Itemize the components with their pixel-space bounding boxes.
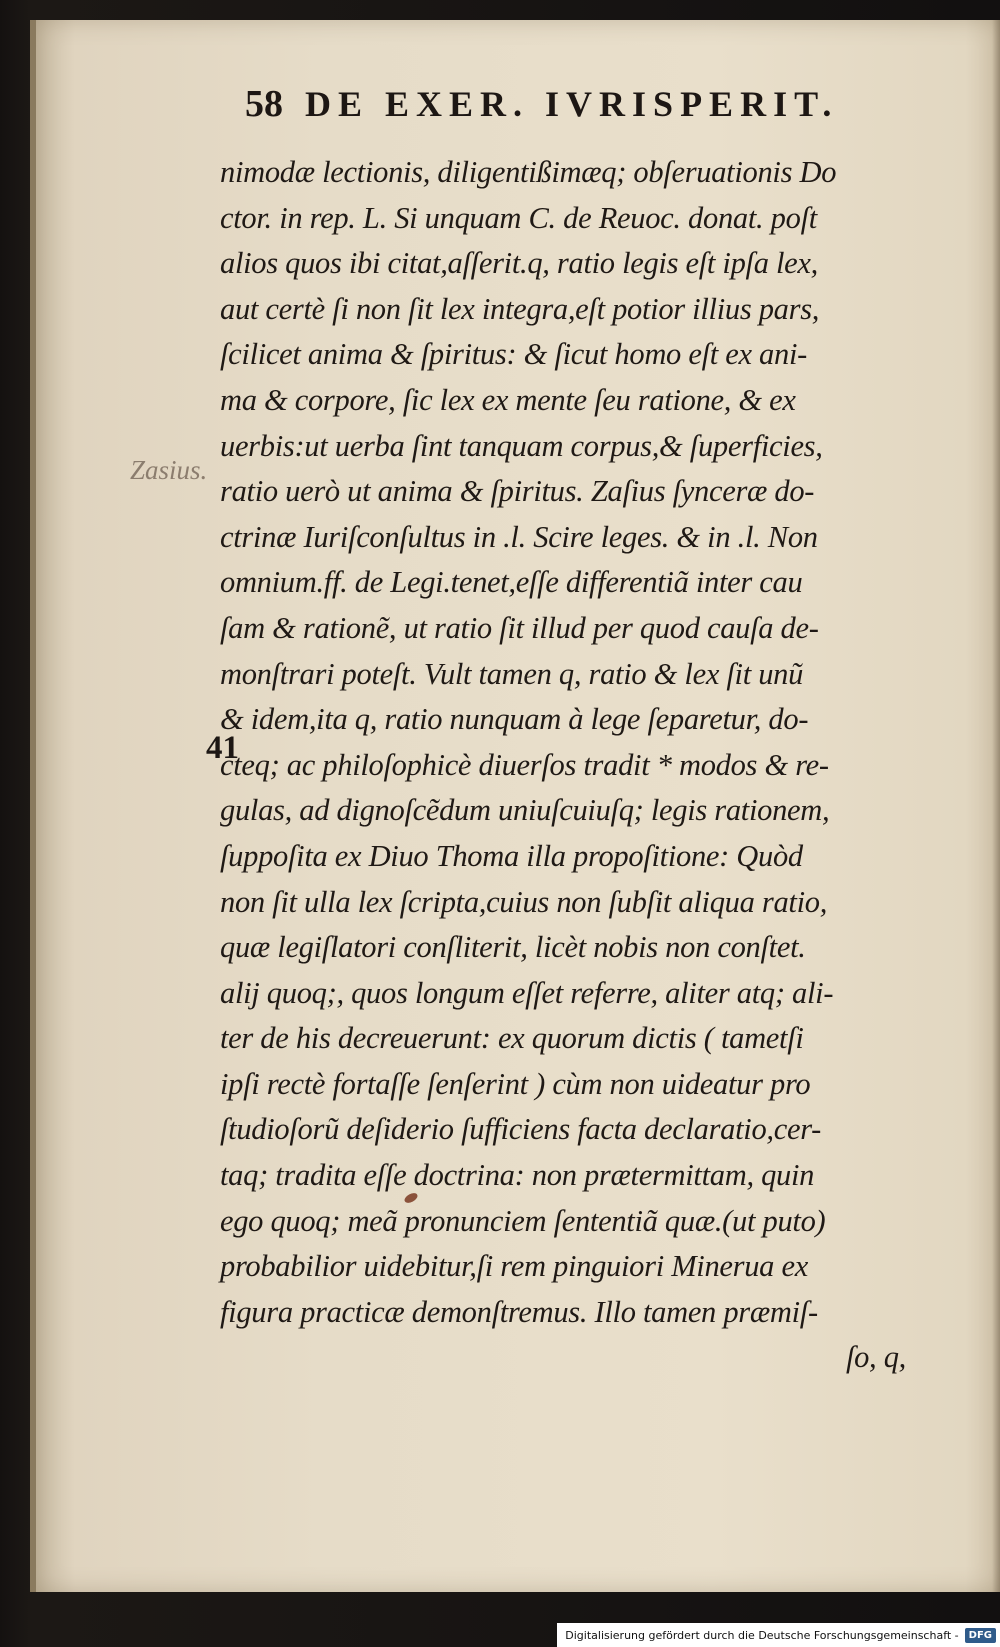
text-line: alios quos ibi citat,aſſerit.q, ratio legis eſt ipſa lex, [220, 246, 818, 281]
marginal-note-zasius: Zasius. [130, 455, 208, 485]
text-line: ratio uerò ut anima & ſpiritus. Zaſius ſynceræ do- [220, 474, 815, 509]
page-header [245, 82, 895, 142]
text-line: quæ legiſlatori conſliterit, licèt nobis non conſtet. [220, 930, 806, 965]
marginal-section-number: 41 [206, 730, 239, 766]
text-line: ego quoq; meã pronunciem ſententiã quæ.(ut puto) [220, 1203, 826, 1238]
text-line: ma & corpore, ſic lex ex mente ſeu ratione, & ex [220, 382, 796, 417]
body-text [220, 150, 910, 1381]
text-line: figura practicæ demonſtremus. Illo tamen præmiſ- [220, 1294, 818, 1329]
text-line: non ſit ulla lex ſcripta,cuius non ſubſit aliqua ratio, [220, 884, 828, 919]
digitization-footer [557, 1623, 1000, 1647]
text-line: alij quoq;, quos longum eſſet referre, aliter atq; ali- [220, 975, 834, 1010]
text-line: probabilior uidebitur,ſi rem pinguiori Minerua ex [220, 1249, 808, 1284]
text-line: omnium.ff. de Legi.tenet,eſſe differentiã inter cau [220, 565, 803, 600]
text-line: ctor. in rep. L. Si unquam C. de Reuoc. donat. poſt [220, 200, 817, 235]
page-edge-shadow [992, 20, 1000, 1592]
text-line: uerbis:ut uerba ſint tanquam corpus,& ſuperficies, [220, 428, 823, 463]
text-line: ter de his decreuerunt: ex quorum dictis ( tametſi [220, 1021, 804, 1056]
text-line: monſtrari poteſt. Vult tamen q, ratio & lex ſit unũ [220, 656, 804, 691]
text-line: & idem,ita q, ratio nunquam à lege ſeparetur, do- [220, 702, 809, 737]
text-line: nimodæ lectionis, diligentißimæq; obſeruationis Do [220, 155, 837, 189]
text-line: aut certè ſi non ſit lex integra,eſt potior illius pars, [220, 291, 820, 326]
catchword-line: ſo, q, [845, 1340, 906, 1375]
text-line: ctrinæ Iuriſconſultus in .l. Scire leges. & in .l. Non [220, 519, 818, 554]
text-line: ſtudioſorũ deſiderio ſufficiens facta declaratio,cer- [220, 1112, 822, 1147]
text-line: taq; tradita eſſe doctrina: non prætermittam, quin [220, 1158, 815, 1193]
running-head: DE EXER. IVRISPERIT. [305, 84, 839, 124]
text-line: ſcilicet anima & ſpiritus: & ſicut homo eſt ex ani- [220, 337, 807, 372]
folio-number: 58 [245, 83, 283, 125]
text-line: ipſi rectè fortaſſe ſenſerint ) cùm non uideatur pro [220, 1066, 811, 1101]
footer-credit: Digitalisierung gefördert durch die Deutsche Forschungsgemeinschaft - [565, 1628, 959, 1642]
text-line: ſam & rationẽ, ut ratio ſit illud per quod cauſa de- [220, 610, 819, 645]
text-line: ſuppoſita ex Diuo Thoma illa propoſitione: Quòd [220, 838, 803, 873]
text-line: cteq; ac philoſophicè diuerſos tradit * modos & re- [220, 747, 829, 782]
text-line: gulas, ad dignoſcẽdum uniuſcuiuſq; legis rationem, [220, 793, 830, 828]
dfg-logo: DFG [965, 1628, 996, 1643]
